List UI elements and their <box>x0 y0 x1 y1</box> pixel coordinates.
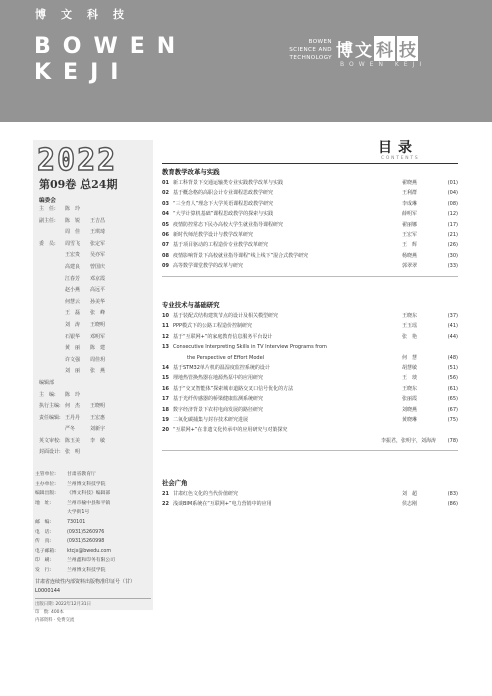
article-page: (65) <box>447 396 458 403</box>
editorial-row <box>39 285 151 297</box>
article-page: (17) <box>447 221 458 228</box>
editorial-name: 陈 建 <box>90 345 106 352</box>
masthead-panel <box>33 140 153 623</box>
contents-subtitle: CONTENTS <box>381 156 420 161</box>
article-author: 薛明军 <box>402 211 418 218</box>
contents-section <box>162 478 458 510</box>
editorial-role <box>39 332 65 344</box>
article-number: 19 <box>162 417 169 424</box>
article-author: 翟晓燕 <box>402 180 418 186</box>
article-page: (12) <box>447 211 458 218</box>
editorial-row <box>39 204 151 216</box>
editorial-name: 张定军 <box>90 240 106 247</box>
contents-section <box>162 300 458 451</box>
journal-english-title-line2: KEJI <box>34 60 131 85</box>
contents-rule <box>162 163 458 164</box>
header-band <box>0 0 492 122</box>
contents-title: 目录 <box>378 140 418 156</box>
article-title: 基于“互联网+”的家庭教育信息服务平台设计 <box>173 333 273 340</box>
article-author: 王利群 <box>402 190 418 197</box>
article-number: 02 <box>162 190 169 197</box>
article-title: “大学计算机基础”课程思政教学的探索与实践 <box>173 211 274 218</box>
article-author: 翟丽娜 <box>402 221 418 228</box>
editorial-row <box>39 320 151 332</box>
publication-key: 主管单位: <box>35 472 56 477</box>
editorial-name: 邓京霞 <box>90 275 106 282</box>
editorial-row <box>39 239 151 251</box>
publication-key: 地 址: <box>35 500 52 506</box>
article-page: (78) <box>447 437 458 444</box>
article-title: 基于概念格的高职会计专业课程思政教学研究 <box>173 190 274 197</box>
editorial-name: 赵小燕 <box>65 287 81 294</box>
editorial-role <box>39 297 65 309</box>
publication-footer <box>35 598 151 625</box>
article-number: 13 <box>162 344 169 351</box>
article-entry[interactable] <box>162 499 458 509</box>
article-title: 浅谈BIM系统在“互联网+”电力营销中的应用 <box>173 501 272 508</box>
editorial-name: 陈 玲 <box>65 391 81 398</box>
publication-key: 主办单位: <box>35 481 56 487</box>
article-entry[interactable] <box>162 199 458 209</box>
article-number: 17 <box>162 396 169 403</box>
article-number: 06 <box>162 232 169 239</box>
publication-value: 兰州鑫和印务有限公司 <box>67 558 115 564</box>
contents-section <box>162 167 458 276</box>
journal-logo <box>254 33 444 73</box>
editorial-row <box>39 401 151 413</box>
editorial-name: 陈 锐 <box>65 217 81 224</box>
editorial-name: 张 明 <box>65 449 81 456</box>
editorial-row <box>39 297 151 309</box>
article-page: (44) <box>447 333 458 340</box>
article-author: 黄晓琳 <box>402 417 418 424</box>
editorial-row <box>39 227 151 239</box>
editorial-name: 严冬 <box>65 426 76 433</box>
editorial-name: 王琪琦 <box>90 229 106 236</box>
publication-row <box>35 489 151 499</box>
editorial-role <box>39 366 65 378</box>
article-page: (61) <box>447 385 458 392</box>
article-page: (21) <box>447 232 458 239</box>
article-author: 张丽霞 <box>402 396 418 403</box>
publication-value: 甘肃省教育厅 <box>67 472 96 477</box>
publication-row <box>35 556 151 566</box>
publication-value: (0931)5260976 <box>67 529 105 535</box>
editorial-name: 周雪飞 <box>65 240 81 247</box>
editorial-name: 张 燕 <box>90 368 106 375</box>
article-title: 基于光纤传感器的桥梁健康监测系统研究 <box>173 396 264 403</box>
editorial-name: 王吉昌 <box>90 217 106 224</box>
section-title: 社会广角 <box>162 479 188 487</box>
editorial-name: 邓明军 <box>90 333 106 340</box>
article-title: Consecutive Interpreting Skills in TV Interview Programs from <box>173 344 327 351</box>
editorial-role <box>39 274 65 286</box>
editorial-name: 曾国庆 <box>90 263 106 270</box>
article-entry[interactable] <box>162 394 458 404</box>
article-page: (30) <box>447 252 458 259</box>
article-author: 王宏军 <box>402 232 418 239</box>
journal-chinese-title: 博文科技 <box>35 8 139 21</box>
publication-row <box>35 518 151 528</box>
publication-row <box>35 499 151 509</box>
logo-english-text: BOWEN SCIENCE AND TECHNOLOGY <box>289 39 332 61</box>
editorial-name: 张 峰 <box>90 310 106 317</box>
article-entry[interactable] <box>162 261 458 271</box>
article-author: 王 辉 <box>402 242 418 249</box>
section-divider <box>162 450 458 451</box>
article-title: 二氧化碳捕集与封存技术研究进展 <box>173 417 249 424</box>
article-page: (75) <box>447 417 458 424</box>
editorial-name: 孙美华 <box>90 298 106 305</box>
editorial-name: 刘 丽 <box>65 368 81 375</box>
editorial-name: 高建良 <box>65 263 81 270</box>
article-page: (04) <box>447 190 458 197</box>
article-page: (86) <box>447 501 458 508</box>
article-title: 埋地热管换热器在地源热泵中的应用研究 <box>173 375 264 382</box>
editorial-name: 何慧云 <box>65 298 81 305</box>
publication-row <box>35 547 151 557</box>
article-entry[interactable] <box>162 230 458 240</box>
article-entry[interactable] <box>162 209 458 219</box>
article-entry[interactable] <box>162 251 458 261</box>
publication-footer-line: 内部资料 · 免费交流 <box>35 617 75 623</box>
editorial-name: 王晓明 <box>90 403 106 410</box>
article-title: 新工科背景下交通运输类专业实践教学改革与实践 <box>173 180 284 186</box>
article-entry[interactable] <box>162 311 458 321</box>
permit-number: 甘肃省连续性内部资料出版物准印证号（甘）L0000144 <box>35 578 136 594</box>
editorial-name: 王晓明 <box>90 321 106 328</box>
article-entry[interactable] <box>162 405 458 415</box>
section-title: 教育教学改革与实践 <box>162 168 220 176</box>
editorial-row <box>39 250 151 262</box>
publication-footer-line: 出版日期: 2022年12月31日 <box>35 601 91 607</box>
article-entry[interactable] <box>162 188 458 198</box>
editorial-row <box>39 378 151 390</box>
article-number: 21 <box>162 491 169 497</box>
article-number: 11 <box>162 323 169 330</box>
article-author: 王 琰 <box>402 375 418 382</box>
publication-row <box>35 528 151 538</box>
article-title: 数字经济背景下农村电商发展的路径研究 <box>173 406 264 413</box>
article-author: 王晓东 <box>402 313 418 319</box>
publication-value: 730101 <box>67 519 86 525</box>
editorial-row <box>39 366 151 378</box>
editorial-row <box>39 413 151 425</box>
editorial-role <box>39 355 65 367</box>
publication-value: 兰州市榆中县和平镇 <box>67 500 111 506</box>
article-title: 新时代师范教学设计与教学改革研究 <box>173 232 254 239</box>
article-page: (56) <box>447 375 458 382</box>
article-number: 14 <box>162 365 169 372</box>
editorial-name: 石银华 <box>65 333 81 340</box>
article-author: 何 慧 <box>402 354 418 361</box>
article-number: 10 <box>162 313 169 319</box>
publication-row <box>35 480 151 490</box>
editorial-row <box>39 424 151 436</box>
article-page: (26) <box>447 242 458 249</box>
editorial-role: 封面设计: <box>39 449 61 456</box>
editorial-name: 李 敏 <box>90 437 106 444</box>
publication-key: 传 真: <box>35 539 52 545</box>
article-number: 01 <box>162 180 169 186</box>
article-entry[interactable] <box>162 321 458 331</box>
editorial-name: 刘 涛 <box>65 321 81 328</box>
article-page: (83) <box>447 491 458 497</box>
editorial-name: 陈 玲 <box>65 206 81 212</box>
editorial-role <box>39 343 65 355</box>
article-number: 08 <box>162 252 169 259</box>
editorial-role <box>39 285 65 297</box>
article-entry[interactable] <box>162 353 458 363</box>
editorial-row <box>39 308 151 320</box>
article-entry[interactable] <box>162 436 458 446</box>
editorial-role: 执行主编: <box>39 403 61 410</box>
article-entry[interactable] <box>162 220 458 230</box>
editorial-name: 王丹丹 <box>65 414 81 421</box>
article-number: 04 <box>162 211 169 218</box>
editorial-role: 英文审校: <box>39 437 61 444</box>
article-number: 05 <box>162 221 169 228</box>
article-number: 03 <box>162 200 169 207</box>
article-title: “三全育人”理念下大学英语课程思政教学研究 <box>173 200 274 207</box>
article-page: (48) <box>447 354 458 361</box>
publication-value: ktcjx@bwedu.com <box>67 548 112 554</box>
publication-key: 发 行: <box>35 567 52 573</box>
article-number: 09 <box>162 263 169 270</box>
editorial-name: 黄 丽 <box>65 345 81 352</box>
article-number: 20 <box>162 427 169 434</box>
publication-info <box>35 470 151 625</box>
section-title: 专业技术与基础研究 <box>162 301 220 309</box>
editorial-row <box>39 274 151 286</box>
article-title: 疫情防控常态下民办高校大学生就业指导课程研究 <box>173 221 284 228</box>
editorial-row <box>39 447 151 459</box>
article-author: 王玉瑶 <box>402 323 418 330</box>
editorial-role: 责任编辑: <box>39 414 61 421</box>
article-entry[interactable] <box>162 373 458 383</box>
article-author: 李成琳 <box>402 200 418 207</box>
article-title: 疫情影响背景下高校就业指导课程“线上线下”混合式教学研究 <box>173 252 309 259</box>
article-page: (41) <box>447 323 458 330</box>
publication-value: 兰州博文科技学院 <box>67 567 106 573</box>
article-number: 16 <box>162 385 169 392</box>
publication-key <box>35 508 67 518</box>
article-title: 基于项目驱动的工程造价专业教学改革研究 <box>173 242 269 249</box>
editorial-name: 周佳玥 <box>90 356 106 363</box>
issue-label: 第09卷 总24期 <box>39 178 118 191</box>
logo-subtitle: BOWEN KEJI <box>340 61 427 68</box>
editorial-row <box>39 332 151 344</box>
editorial-name: 江春芳 <box>65 275 81 282</box>
editorial-role: 主 任: <box>39 206 56 212</box>
publication-row <box>35 537 151 547</box>
article-page: (33) <box>447 263 458 270</box>
article-number: 22 <box>162 501 169 508</box>
editorial-name: 吴亦军 <box>90 252 106 259</box>
journal-english-title-line1: BOWEN <box>34 34 188 59</box>
editorial-name: 陈玉美 <box>65 437 81 444</box>
editorial-role: 编辑部 <box>39 379 55 386</box>
editorial-row <box>39 216 151 228</box>
editorial-role <box>39 308 65 320</box>
publication-key: 编辑出版: <box>35 491 56 497</box>
logo-chinese-text: 博 文 科 技 <box>336 36 418 61</box>
article-page: (08) <box>447 200 458 207</box>
article-author: 侯志刚 <box>402 501 418 508</box>
article-page: (51) <box>447 365 458 372</box>
article-author: 李振君，张明宇，刘海涛 <box>380 437 436 444</box>
publication-value: 《博文科技》编辑部 <box>67 491 111 497</box>
editorial-row <box>39 355 151 367</box>
publication-key: 电子邮箱: <box>35 548 56 554</box>
publication-row <box>35 508 151 518</box>
editorial-board <box>39 196 151 459</box>
article-title: 基于STM32单片机的温湿度监控系统的设计 <box>173 365 270 372</box>
editorial-name: 许文强 <box>65 356 81 363</box>
editorial-role <box>39 227 65 239</box>
editorial-name: 周 佳 <box>65 229 81 236</box>
publication-row <box>35 566 151 576</box>
editorial-role: 副主任: <box>39 217 56 224</box>
article-author: 杨晓燕 <box>402 252 418 259</box>
editorial-role <box>39 262 65 274</box>
article-author: 胡慧敏 <box>402 365 418 372</box>
publication-key: 邮 编: <box>35 519 52 525</box>
article-number: 12 <box>162 333 169 340</box>
article-entry[interactable] <box>162 240 458 250</box>
article-page: (01) <box>447 180 458 186</box>
editorial-name: 高远平 <box>90 287 106 294</box>
editorial-name: 何 杰 <box>65 403 81 410</box>
article-title: 高等数学课堂教学的改革与研究 <box>173 263 244 270</box>
publication-value: 大学街1号 <box>67 510 90 516</box>
article-number: 07 <box>162 242 169 249</box>
article-title: the Perspective of Effort Model <box>187 354 265 361</box>
article-page: (37) <box>447 313 458 319</box>
editorial-role: 主 编: <box>39 391 56 398</box>
article-author: 王晓东 <box>402 385 418 392</box>
editorial-role: 委 员: <box>39 240 56 247</box>
article-title: PPP模式下的公路工程造价控制研究 <box>173 323 253 330</box>
editorial-name: 王 磊 <box>65 310 81 317</box>
publication-footer-line: 印 数: 400本 <box>35 609 64 615</box>
editorial-board-label: 编委会 <box>39 198 56 204</box>
editorial-row <box>39 390 151 402</box>
article-entry[interactable] <box>162 178 458 188</box>
editorial-row <box>39 343 151 355</box>
article-entry[interactable] <box>162 384 458 394</box>
editorial-role <box>39 424 65 436</box>
article-number: 15 <box>162 375 169 382</box>
editorial-name: 王宏贵 <box>65 252 81 259</box>
article-entry[interactable] <box>162 415 458 425</box>
editorial-role <box>39 320 65 332</box>
editorial-name: 刘新宇 <box>90 426 106 433</box>
article-author: 郭翠翠 <box>402 263 418 270</box>
issue-year: 2022 <box>37 143 118 178</box>
article-page: (67) <box>447 406 458 413</box>
editorial-row <box>39 262 151 274</box>
publication-row <box>35 470 151 480</box>
article-entry[interactable] <box>162 332 458 342</box>
article-title: 基于装配式结构建筑节点的设计及相关模型研究 <box>173 313 279 319</box>
section-divider <box>162 276 458 277</box>
article-title: 基于“交叉智能体”探索城市道路交叉口信号优化的方法 <box>173 385 294 392</box>
publication-key: 电 话: <box>35 529 52 535</box>
publication-key: 印 刷: <box>35 558 52 564</box>
editorial-row <box>39 436 151 448</box>
article-entry[interactable] <box>162 342 458 352</box>
article-title: “互联网+”在非遗文化传承中的应用研究与对策探究 <box>173 427 288 434</box>
article-entry[interactable] <box>162 489 458 499</box>
publication-value: 兰州博文科技学院 <box>67 481 106 487</box>
article-entry[interactable] <box>162 425 458 435</box>
article-number: 18 <box>162 406 169 413</box>
publication-value: (0931)5260998 <box>67 539 105 545</box>
editorial-role <box>39 250 65 262</box>
article-author: 刘晓燕 <box>402 406 418 413</box>
article-entry[interactable] <box>162 363 458 373</box>
article-author: 刘 超 <box>402 491 418 497</box>
article-title: 甘肃红色文化的当代价值研究 <box>173 491 239 497</box>
editorial-name: 王宏惠 <box>90 414 106 421</box>
article-author: 张 艳 <box>402 333 418 340</box>
